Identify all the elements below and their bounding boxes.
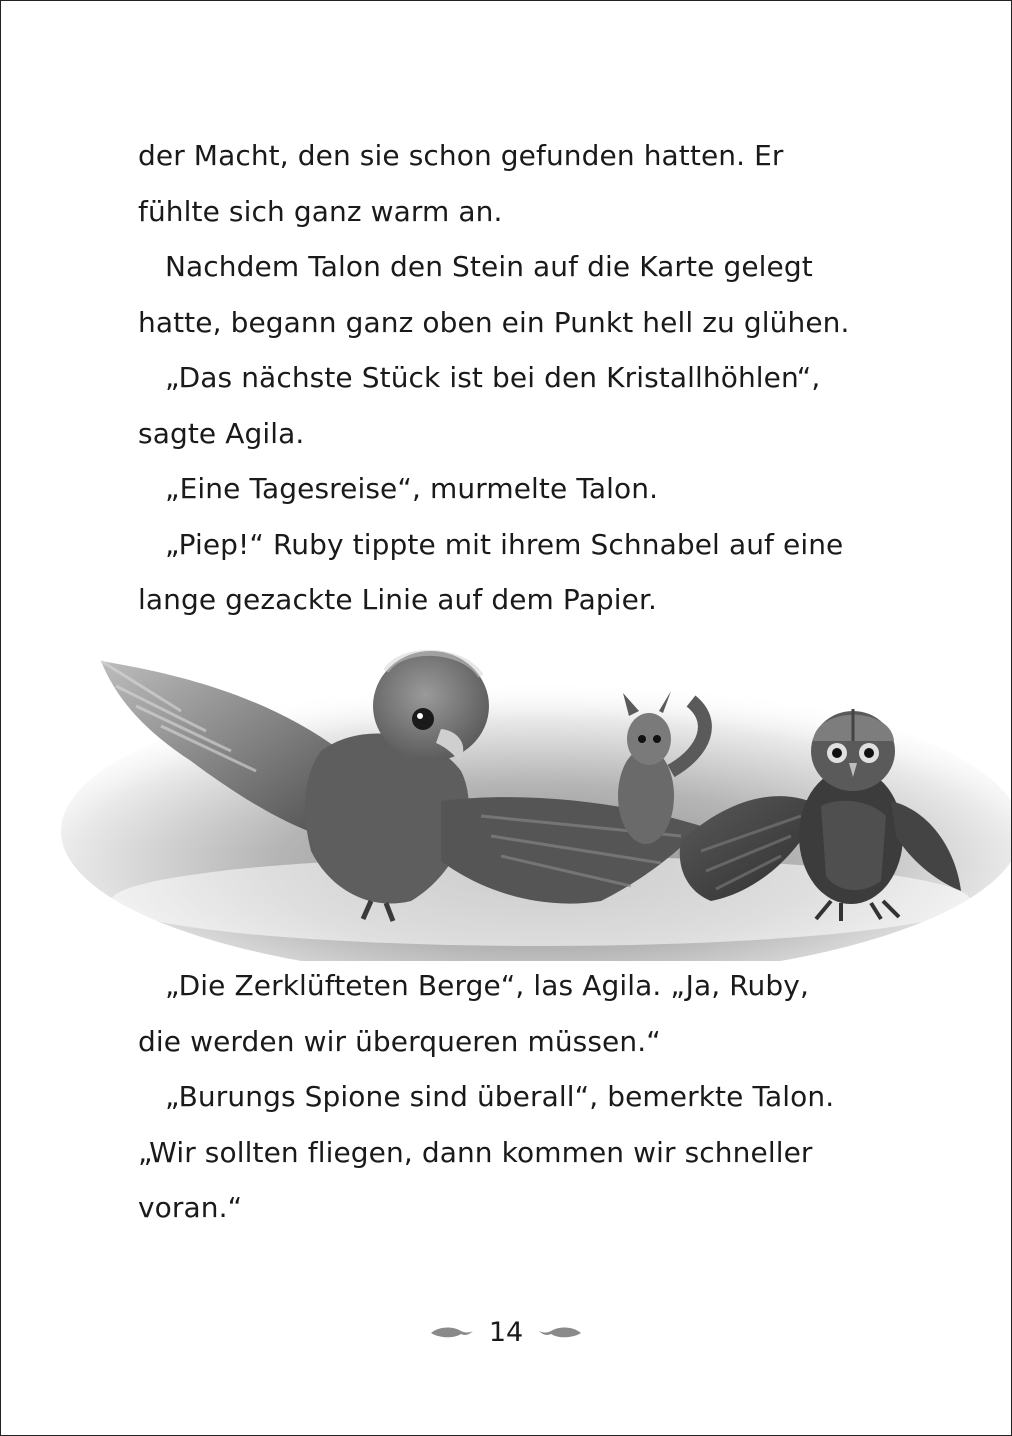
text-line: lange gezackte Linie auf dem Papier. — [138, 583, 658, 616]
text-block-top — [138, 128, 898, 628]
text-line: hatte, begann ganz oben ein Punkt hell zu glühen. — [138, 305, 850, 339]
text-line: Nachdem Talon den Stein auf die Karte gelegt — [165, 250, 813, 283]
bird-illustration — [41, 601, 1012, 961]
leaf-icon — [537, 1324, 583, 1340]
text-line: „Wir sollten fliegen, dann kommen wir schneller — [138, 1135, 813, 1169]
page-footer — [1, 1312, 1011, 1352]
text-line: „Piep!“ Ruby tippte mit ihrem Schnabel auf eine — [165, 527, 844, 561]
parrot-eye — [412, 708, 434, 730]
text-line: voran.“ — [138, 1191, 243, 1224]
text-line: sagte Agila. — [138, 416, 305, 450]
leaf-icon — [429, 1324, 475, 1340]
text-line: fühlte sich ganz warm an. — [138, 194, 503, 228]
text-block-bottom — [138, 958, 898, 1236]
text-line: „Burungs Spione sind überall“, bemerkte Talon. — [165, 1080, 835, 1113]
text-line: die werden wir überqueren müssen.“ — [138, 1024, 661, 1058]
text-line: „Eine Tagesreise“, murmelte Talon. — [165, 472, 659, 505]
page-number: 14 — [488, 1316, 524, 1348]
text-line: „Die Zerklüfteten Berge“, las Agila. „Ja, Ruby, — [165, 969, 809, 1002]
text-line: „Das nächste Stück ist bei den Kristallhöhlen“, — [165, 361, 821, 394]
text-line: der Macht, den sie schon gefunden hatten. Er — [138, 139, 784, 172]
